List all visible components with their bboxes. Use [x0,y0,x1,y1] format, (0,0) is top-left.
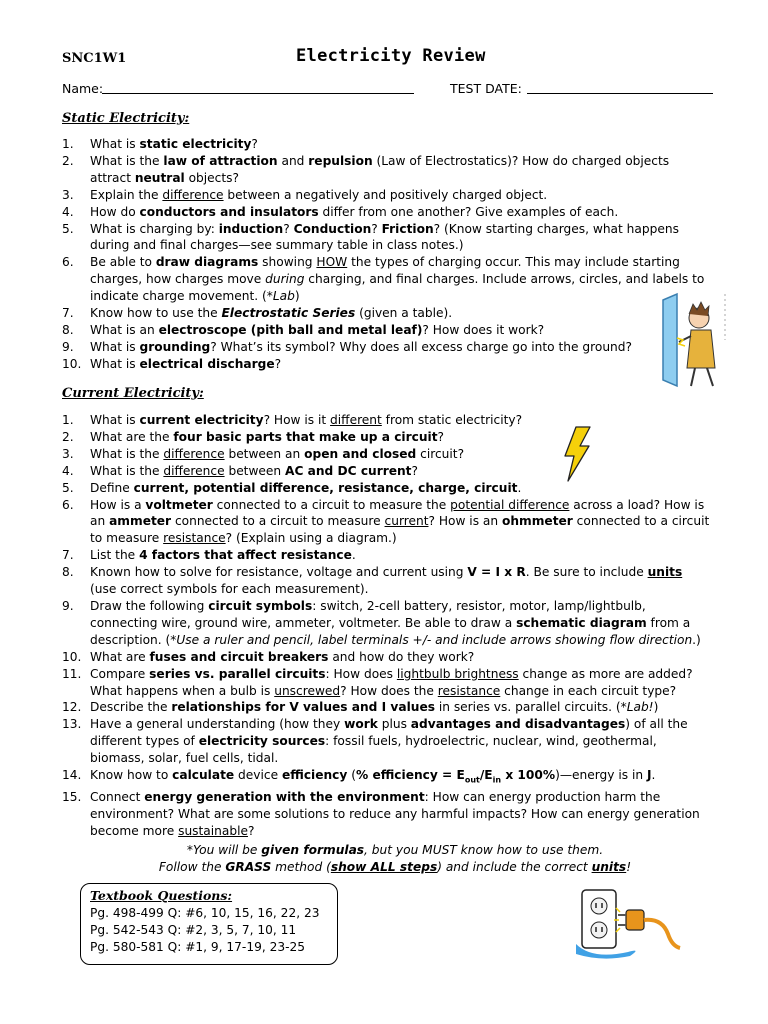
list-item: 4. How do conductors and insulators differ from one another? Give examples of each. [62,204,619,219]
list-item: 8. Known how to solve for resistance, voltage and current using V = I x R. Be sure to include units (use correct symbols for each measurement). [62,565,683,597]
course-code: SNC1W1 [62,51,127,66]
list-item: 2. What are the four basic parts that make up a circuit? [62,429,444,444]
name-label: Name: [62,81,104,96]
list-item: 10. What is electrical discharge? [62,356,282,371]
list-item: 1. What is current electricity? How is it different from static electricity? [62,413,523,427]
list-item: 12. Describe the relationships for V values and I values in series vs. parallel circuits. (*Lab!) [62,700,659,715]
outlet-plug-illustration [572,882,682,962]
list-item: 8. What is an electroscope (pith ball and metal leaf)? How does it work? [62,322,545,337]
list-item: 13. Have a general understanding (how they work plus advantages and disadvantages) of all the different types of electricity sources: fossil fuels, hydroelectric, nuclear, wind, geothermal, biomass, solar, fuel cells, tidal. [62,717,688,766]
list-item: 15. Connect energy generation with the environment: How can energy production harm the environment? What are some solutions to reduce any harmful impacts? How can energy generation become more sustainable? [62,790,700,839]
textbook-line: Pg. 498-499 Q: #6, 10, 15, 16, 22, 23 [90,906,320,920]
list-item: 6. Be able to draw diagrams showing HOW the types of charging occur. This may include starting charges, how charges move during charging, and final charges. Include arrows, circles, and labels to indicate charge movement. (*Lab) [62,255,705,304]
page-title: Electricity Review [296,46,486,66]
static-shock-illustration [655,290,735,390]
list-item: 4. What is the difference between AC and DC current? [62,463,418,478]
textbook-title: Textbook Questions: [90,888,233,903]
lightning-bolt-icon [562,426,592,482]
current-question-list [62,412,712,840]
static-heading: Static Electricity: [62,111,190,126]
textbook-line: Pg. 542-543 Q: #2, 3, 5, 7, 10, 11 [90,923,297,937]
test-date-blank[interactable] [527,93,713,94]
list-item: 7. List the 4 factors that affect resistance. [62,548,356,563]
door-icon [663,294,677,386]
list-item: 9. Draw the following circuit symbols: switch, 2-cell battery, resistor, motor, lamp/lightbulb, connecting wire, ground wire, ammeter, voltmeter. Be able to draw a schematic diagram from a description. (*Use a ruler and pencil, label terminals +/- and include arrows showing flow direction.) [62,598,701,647]
current-heading: Current Electricity: [62,386,204,401]
formula-note: *You will be given formulas, but you MUST know how to use them. Follow the GRASS method (show ALL steps) and include the correct units! [158,843,632,874]
plug-icon [614,908,680,948]
name-blank[interactable] [102,93,414,94]
list-item: 2. What is the law of attraction and repulsion (Law of Electrostatics)? How do charged objects attract neutral objects? [62,153,670,185]
textbook-questions-box [80,883,338,965]
static-question-list [62,136,712,373]
list-item: 11. Compare series vs. parallel circuits: How does lightbulb brightness change as more are added? What happens when a bulb is unscrewed? How does the resistance change in each circuit type? [62,666,693,698]
list-item: 14. Know how to calculate device efficiency (% efficiency = $E_{out}/E_{in}$ x 100%)—energy is in J. [62,768,656,785]
list-item: 7. Know how to use the Electrostatic Series (given a table). [62,306,453,321]
list-item: 3. What is the difference between an open and closed circuit? [62,446,465,461]
test-date-label: TEST DATE: [450,81,522,96]
list-item: 5. Define current, potential difference, resistance, charge, circuit. [62,480,522,495]
textbook-line: Pg. 580-581 Q: #1, 9, 17-19, 23-25 [90,940,305,954]
list-item: 1. What is static electricity? [62,137,258,151]
list-item: 10. What are fuses and circuit breakers and how do they work? [62,649,475,664]
list-item: 6. How is a voltmeter connected to a circuit to measure the potential difference across a load? How is an ammeter connected to a circuit to measure current? How is an ohmmeter connected to a circuit to measure resistance? (Explain using a diagram.) [62,497,710,546]
list-item: 3. Explain the difference between a negatively and positively charged object. [62,187,548,202]
list-item: 9. What is grounding? What’s its symbol? Why does all excess charge go into the ground? [62,339,632,354]
list-item: 5. What is charging by: induction? Conduction? Friction? (Know starting charges, what happens during and final charges—see summary table in class notes.) [62,221,679,253]
